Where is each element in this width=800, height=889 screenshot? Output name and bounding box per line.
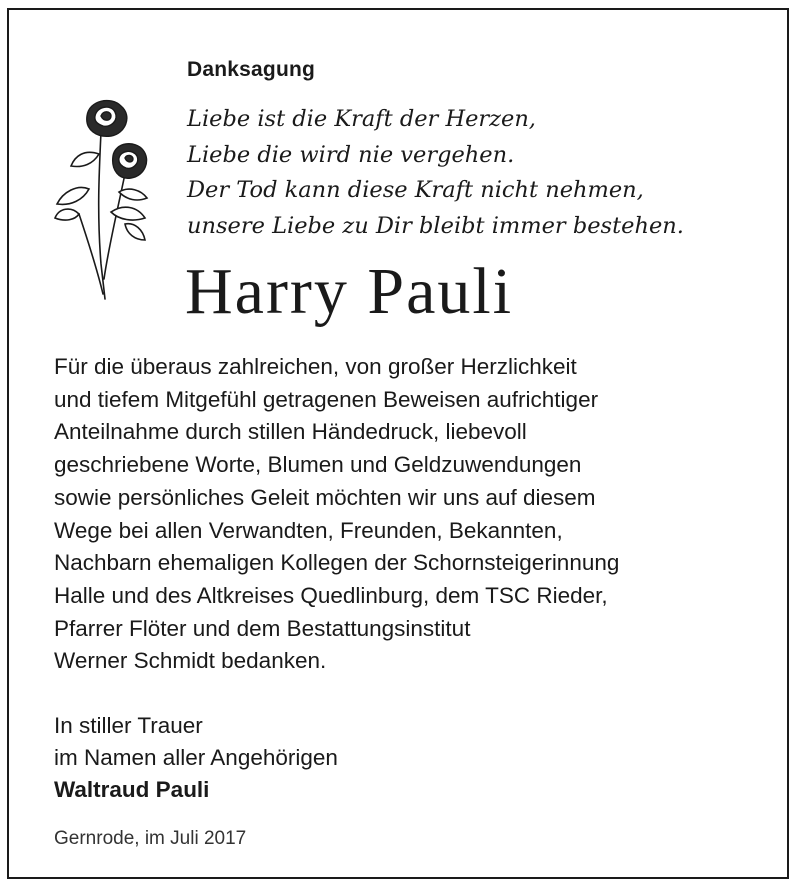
body-line: Anteilnahme durch stillen Händedruck, liebevoll (54, 419, 527, 445)
body-line: Pfarrer Flöter und dem Bestattungsinstitut (54, 615, 471, 641)
poem-line: Der Tod kann diese Kraft nicht nehmen, (187, 177, 644, 203)
closing-line: im Namen aller Angehörigen (54, 745, 338, 770)
closing-block (54, 710, 338, 806)
poem-line: Liebe die wird nie vergehen. (187, 141, 515, 168)
obituary-frame (7, 8, 789, 879)
poem (187, 102, 684, 244)
body-line: Halle und des Altkreises Quedlinburg, dem TSC Rieder, (54, 582, 608, 608)
body-line: geschriebene Worte, Blumen und Geldzuwendungen (54, 452, 582, 478)
place-date: Gernrode, im Juli 2017 (54, 828, 247, 849)
body-line: und tiefem Mitgefühl getragenen Beweisen aufrichtiger (54, 386, 599, 412)
body-line: sowie persönliches Geleit möchten wir uns auf diesem (54, 484, 596, 510)
closing-line: In stiller Trauer (54, 713, 203, 738)
deceased-name: Harry Pauli (185, 255, 514, 328)
body-line: Für die überaus zahlreichen, von großer Herzlichkeit (54, 354, 577, 379)
thank-you-text (54, 351, 619, 678)
body-line: Wege bei allen Verwandten, Freunden, Bekannten, (54, 517, 563, 543)
poem-line: Liebe ist die Kraft der Herzen, (187, 106, 536, 132)
roses-icon (49, 94, 159, 304)
body-line: Nachbarn ehemaligen Kollegen der Schornsteigerinnung (54, 550, 620, 576)
signer-name: Waltraud Pauli (54, 777, 210, 802)
notice-heading: Danksagung (187, 58, 316, 81)
body-line: Werner Schmidt bedanken. (54, 648, 327, 674)
poem-line: unsere Liebe zu Dir bleibt immer bestehen. (187, 212, 684, 239)
